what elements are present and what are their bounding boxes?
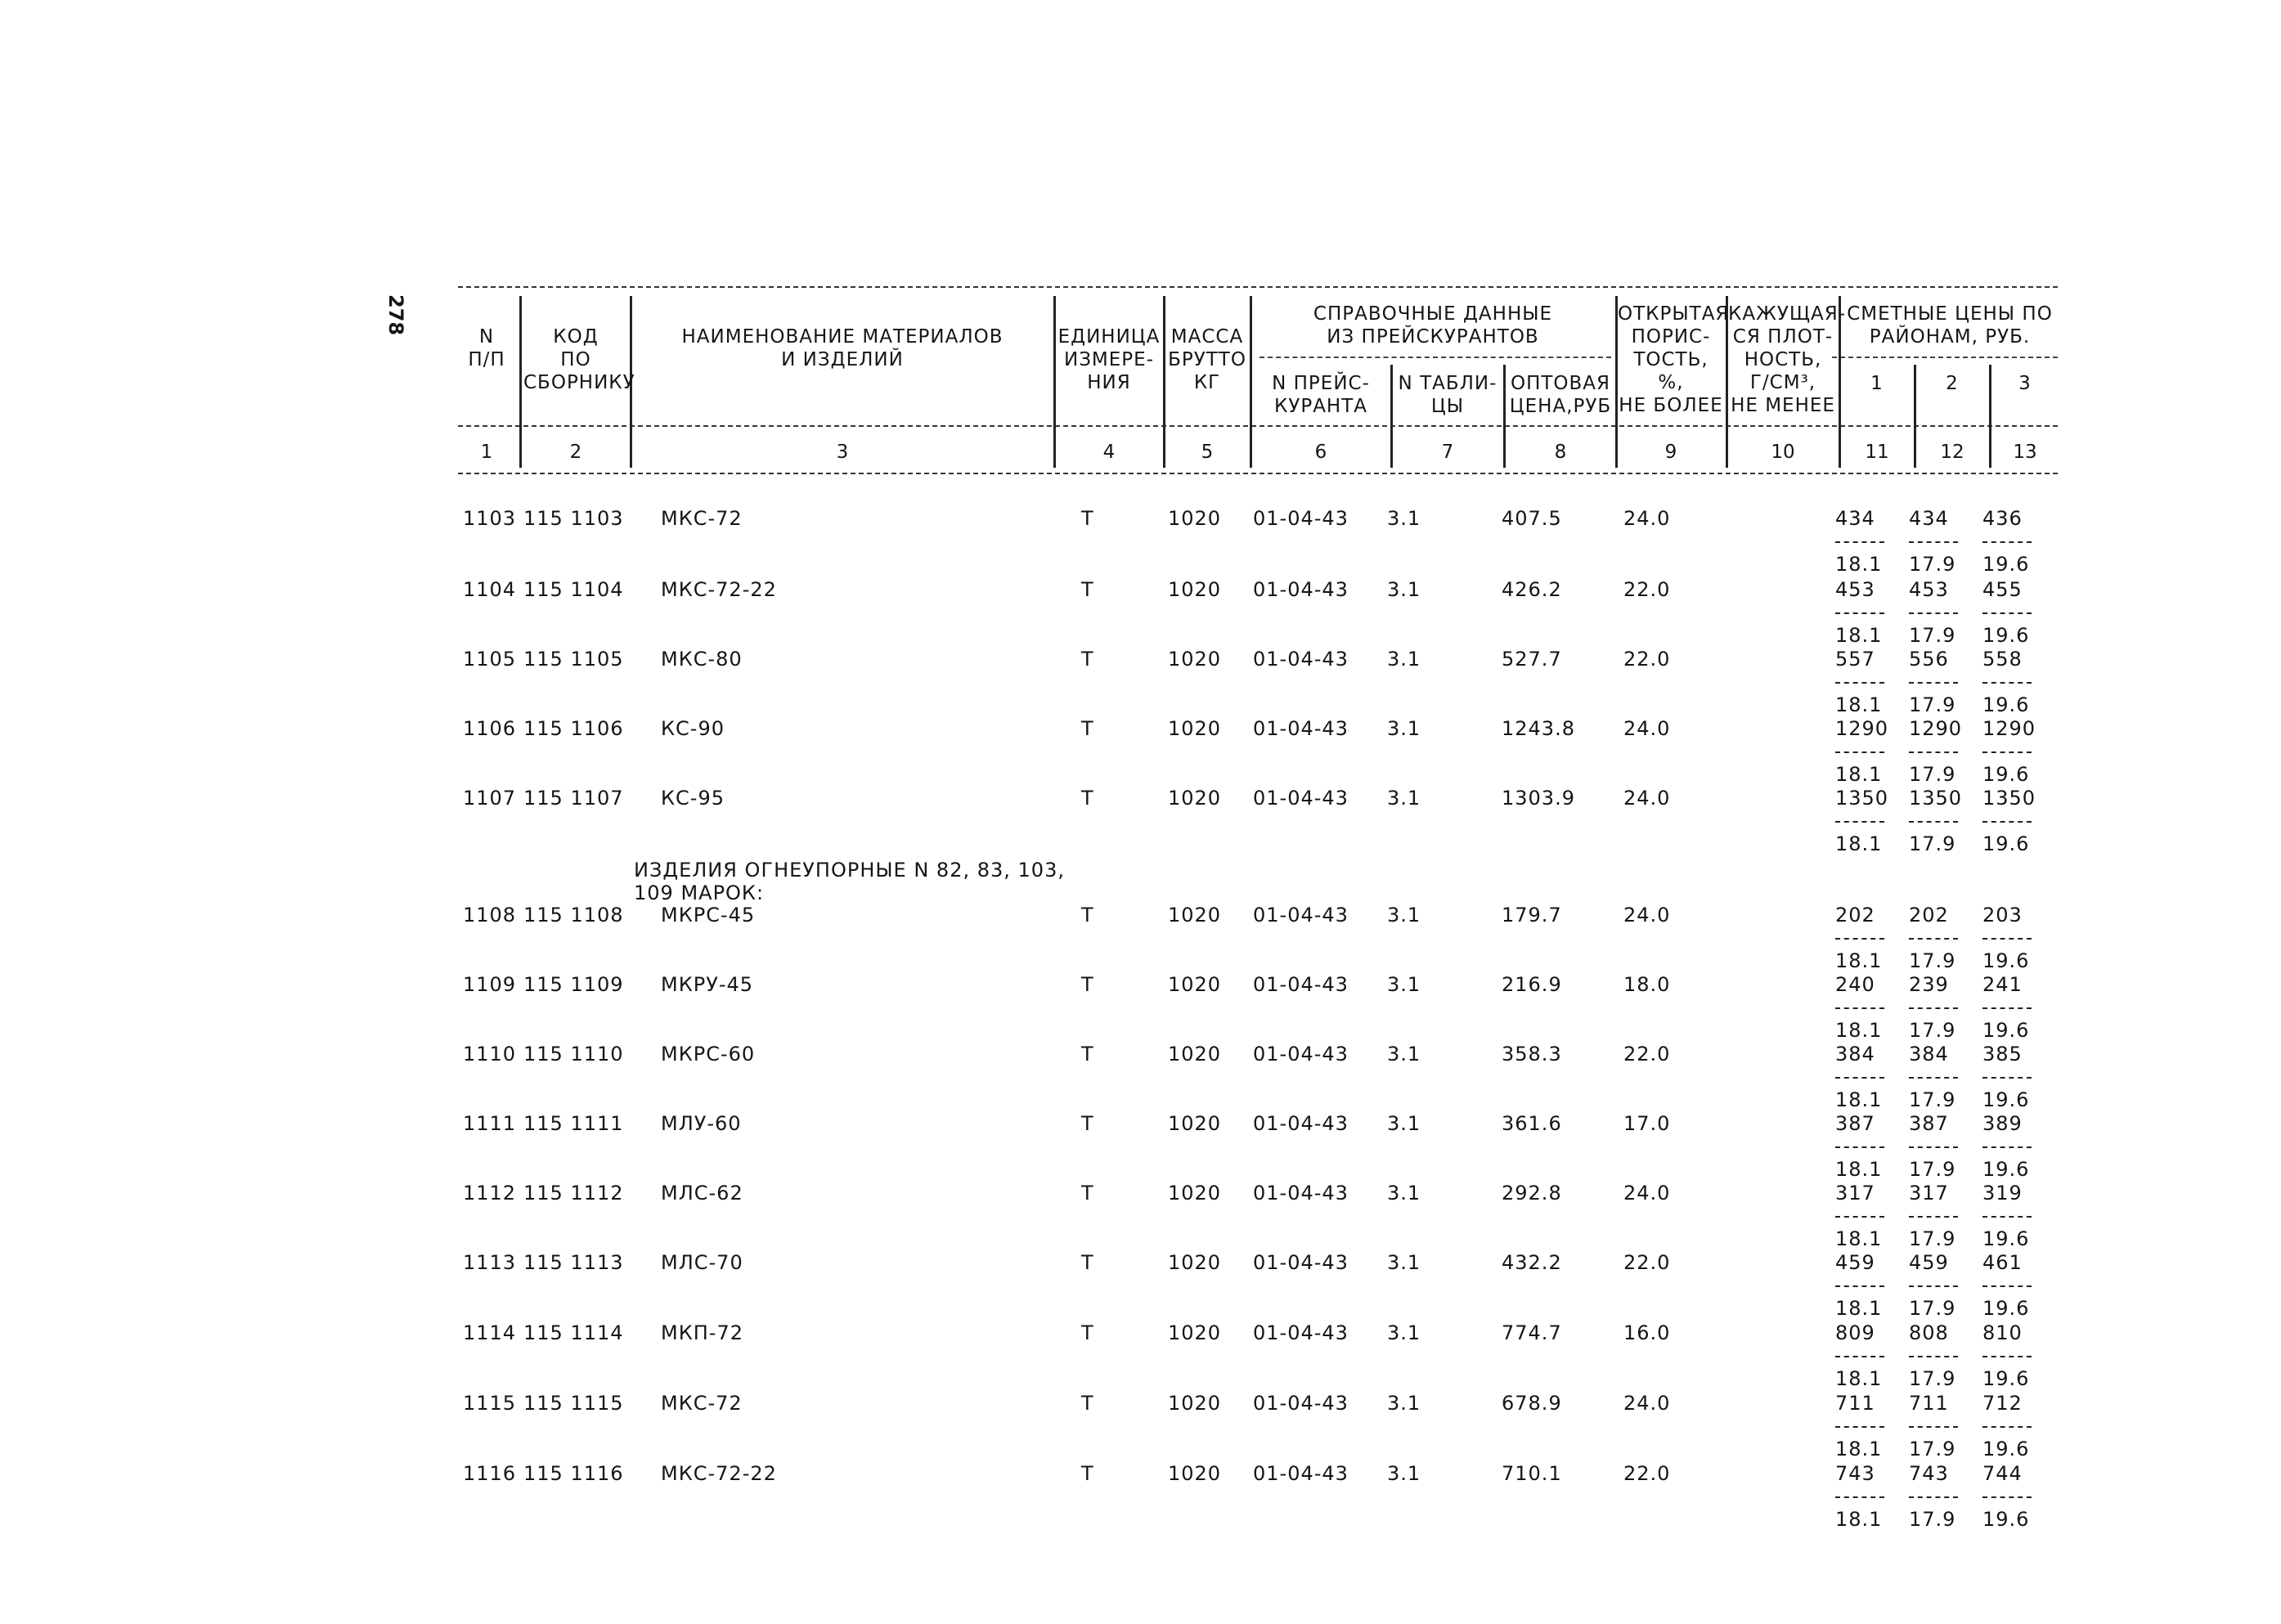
fraction-line (1982, 1426, 2032, 1428)
row-price-region-2: 239 (1909, 973, 1949, 996)
row-coef-region-1: 18.1 (1835, 1019, 1883, 1042)
row-wholesale: 774.7 (1502, 1321, 1562, 1344)
row-name: МКРУ-45 (661, 973, 754, 996)
row-porosity: 22.0 (1623, 1043, 1671, 1065)
row-price-region-3: 319 (1982, 1182, 2023, 1205)
row-price-region-1: 743 (1835, 1462, 1875, 1485)
header-mass: МАССА БРУТТО КГ (1168, 326, 1246, 393)
row-wholesale: 216.9 (1502, 973, 1562, 996)
row-price-list: 01-04-43 (1253, 1251, 1349, 1274)
colnum-4: 4 (1102, 442, 1116, 463)
row-price-region-2: 317 (1909, 1182, 1949, 1205)
fraction-line (1982, 541, 2032, 543)
row-price-region-2: 434 (1909, 507, 1949, 530)
row-n: 1103 (463, 507, 517, 530)
header-bottom-rule (458, 425, 2058, 427)
row-name: МКП-72 (661, 1321, 743, 1344)
row-coef-region-1: 18.1 (1835, 1297, 1883, 1320)
row-coef-region-3: 19.6 (1982, 763, 2030, 786)
fraction-line (1909, 1146, 1958, 1148)
row-unit: Т (1081, 973, 1094, 996)
row-price-list: 01-04-43 (1253, 787, 1349, 810)
row-code: 115 1104 (523, 578, 624, 601)
header-region-1: 1 (1870, 373, 1884, 394)
row-coef-region-3: 19.6 (1982, 553, 2030, 576)
row-price-region-2: 384 (1909, 1043, 1949, 1065)
fraction-line (1835, 1496, 1884, 1498)
fraction-line (1835, 751, 1884, 753)
row-price-region-3: 455 (1982, 578, 2023, 601)
colnum-2: 2 (569, 442, 582, 463)
row-price-region-3: 385 (1982, 1043, 2023, 1065)
row-porosity: 22.0 (1623, 578, 1671, 601)
row-price-region-1: 557 (1835, 648, 1875, 671)
row-wholesale: 432.2 (1502, 1251, 1562, 1274)
row-coef-region-1: 18.1 (1835, 832, 1883, 855)
fraction-line (1909, 938, 1958, 940)
row-mass: 1020 (1168, 578, 1222, 601)
fraction-line (1982, 751, 2032, 753)
row-code: 115 1105 (523, 648, 624, 671)
row-table: 3.1 (1387, 1251, 1421, 1274)
row-price-region-3: 436 (1982, 507, 2023, 530)
row-coef-region-2: 17.9 (1909, 1088, 1956, 1111)
row-wholesale: 710.1 (1502, 1462, 1562, 1485)
row-price-region-3: 461 (1982, 1251, 2023, 1274)
row-table: 3.1 (1387, 973, 1421, 996)
row-coef-region-1: 18.1 (1835, 693, 1883, 716)
row-price-region-1: 317 (1835, 1182, 1875, 1205)
row-price-region-2: 202 (1909, 904, 1949, 926)
header-price-list: N ПРЕЙС- КУРАНТА (1272, 373, 1370, 417)
row-price-region-3: 810 (1982, 1321, 2023, 1344)
row-name: МКРС-45 (661, 904, 756, 926)
fraction-line (1835, 1077, 1884, 1079)
row-name: МКРС-60 (661, 1043, 756, 1065)
header-porosity: ОТКРЫТАЯ ПОРИС- ТОСТЬ, %, НЕ БОЛЕЕ (1618, 303, 1730, 416)
row-n: 1116 (463, 1462, 517, 1485)
row-coef-region-3: 19.6 (1982, 1019, 2030, 1042)
row-n: 1110 (463, 1043, 517, 1065)
fraction-line (1909, 821, 1958, 823)
row-porosity: 22.0 (1623, 1251, 1671, 1274)
fraction-line (1909, 1426, 1958, 1428)
header-region-3: 3 (2018, 373, 2032, 394)
fraction-line (1909, 1216, 1958, 1218)
column-numbers-rule (458, 473, 2058, 474)
row-code: 115 1116 (523, 1462, 624, 1485)
row-porosity: 24.0 (1623, 787, 1671, 810)
header-top-rule (458, 286, 2058, 288)
row-name: МКС-72-22 (661, 578, 777, 601)
header-code: КОД ПО СБОРНИКУ (523, 326, 635, 393)
row-porosity: 24.0 (1623, 717, 1671, 740)
row-price-region-3: 712 (1982, 1392, 2023, 1415)
row-mass: 1020 (1168, 507, 1222, 530)
colnum-1: 1 (480, 442, 493, 463)
prices-group-rule (1832, 357, 2058, 358)
row-unit: Т (1081, 507, 1094, 530)
row-unit: Т (1081, 578, 1094, 601)
row-price-region-1: 1350 (1835, 787, 1889, 810)
row-price-list: 01-04-43 (1253, 973, 1349, 996)
colnum-5: 5 (1201, 442, 1214, 463)
row-n: 1112 (463, 1182, 517, 1205)
row-code: 115 1114 (523, 1321, 624, 1344)
row-mass: 1020 (1168, 787, 1222, 810)
row-coef-region-2: 17.9 (1909, 763, 1956, 786)
row-n: 1113 (463, 1251, 517, 1274)
row-price-region-1: 809 (1835, 1321, 1875, 1344)
row-wholesale: 1243.8 (1502, 717, 1575, 740)
row-coef-region-1: 18.1 (1835, 1367, 1883, 1390)
row-n: 1111 (463, 1112, 517, 1135)
row-price-region-3: 241 (1982, 973, 2023, 996)
fraction-line (1835, 938, 1884, 940)
fraction-line (1909, 1356, 1958, 1357)
row-n: 1114 (463, 1321, 517, 1344)
row-mass: 1020 (1168, 1043, 1222, 1065)
row-mass: 1020 (1168, 1462, 1222, 1485)
row-unit: Т (1081, 1321, 1094, 1344)
row-unit: Т (1081, 1251, 1094, 1274)
row-coef-region-1: 18.1 (1835, 1508, 1883, 1531)
fraction-line (1982, 1077, 2032, 1079)
ref-group-rule (1259, 357, 1611, 358)
row-coef-region-3: 19.6 (1982, 832, 2030, 855)
row-porosity: 24.0 (1623, 1392, 1671, 1415)
row-mass: 1020 (1168, 904, 1222, 926)
fraction-line (1982, 1496, 2032, 1498)
colnum-11: 11 (1865, 442, 1889, 463)
row-price-list: 01-04-43 (1253, 1043, 1349, 1065)
header-unit: ЕДИНИЦА ИЗМЕРЕ- НИЯ (1057, 326, 1161, 393)
row-code: 115 1115 (523, 1392, 624, 1415)
header-wholesale: ОПТОВАЯ ЦЕНА,РУБ (1509, 373, 1612, 417)
row-price-region-1: 1290 (1835, 717, 1889, 740)
fraction-line (1982, 682, 2032, 684)
row-price-region-2: 556 (1909, 648, 1949, 671)
row-price-region-1: 434 (1835, 507, 1875, 530)
row-coef-region-3: 19.6 (1982, 1158, 2030, 1181)
header-ref-group: СПРАВОЧНЫЕ ДАННЫЕ ИЗ ПРЕЙСКУРАНТОВ (1313, 303, 1553, 348)
row-code: 115 1113 (523, 1251, 624, 1274)
row-coef-region-2: 17.9 (1909, 1297, 1956, 1320)
fraction-line (1835, 1216, 1884, 1218)
row-price-region-3: 1350 (1982, 787, 2036, 810)
row-price-list: 01-04-43 (1253, 1321, 1349, 1344)
row-coef-region-2: 17.9 (1909, 553, 1956, 576)
row-coef-region-2: 17.9 (1909, 832, 1956, 855)
row-table: 3.1 (1387, 648, 1421, 671)
row-mass: 1020 (1168, 1182, 1222, 1205)
row-n: 1109 (463, 973, 517, 996)
row-coef-region-3: 19.6 (1982, 1508, 2030, 1531)
fraction-line (1909, 1077, 1958, 1079)
row-table: 3.1 (1387, 1043, 1421, 1065)
fraction-line (1835, 1356, 1884, 1357)
row-coef-region-2: 17.9 (1909, 1158, 1956, 1181)
row-porosity: 24.0 (1623, 1182, 1671, 1205)
row-price-list: 01-04-43 (1253, 1112, 1349, 1135)
row-name: МКС-72 (661, 1392, 743, 1415)
row-wholesale: 678.9 (1502, 1392, 1562, 1415)
row-price-region-1: 711 (1835, 1392, 1875, 1415)
row-price-list: 01-04-43 (1253, 717, 1349, 740)
row-code: 115 1103 (523, 507, 624, 530)
row-coef-region-1: 18.1 (1835, 763, 1883, 786)
row-n: 1106 (463, 717, 517, 740)
fraction-line (1835, 1426, 1884, 1428)
row-mass: 1020 (1168, 1392, 1222, 1415)
row-table: 3.1 (1387, 1462, 1421, 1485)
row-porosity: 16.0 (1623, 1321, 1671, 1344)
row-price-region-3: 1290 (1982, 717, 2036, 740)
header-table: N ТАБЛИ- ЦЫ (1398, 373, 1497, 417)
row-porosity: 22.0 (1623, 1462, 1671, 1485)
row-price-region-2: 808 (1909, 1321, 1949, 1344)
row-coef-region-1: 18.1 (1835, 949, 1883, 972)
row-price-region-2: 1290 (1909, 717, 1963, 740)
row-unit: Т (1081, 1182, 1094, 1205)
row-price-list: 01-04-43 (1253, 1182, 1349, 1205)
row-coef-region-3: 19.6 (1982, 1088, 2030, 1111)
fraction-line (1982, 1146, 2032, 1148)
row-coef-region-3: 19.6 (1982, 693, 2030, 716)
row-unit: Т (1081, 1043, 1094, 1065)
row-code: 115 1112 (523, 1182, 624, 1205)
row-wholesale: 407.5 (1502, 507, 1562, 530)
row-table: 3.1 (1387, 904, 1421, 926)
fraction-line (1909, 682, 1958, 684)
row-code: 115 1111 (523, 1112, 624, 1135)
row-price-region-2: 387 (1909, 1112, 1949, 1135)
row-coef-region-3: 19.6 (1982, 624, 2030, 647)
row-price-list: 01-04-43 (1253, 648, 1349, 671)
row-n: 1105 (463, 648, 517, 671)
row-table: 3.1 (1387, 717, 1421, 740)
header-name: НАИМЕНОВАНИЕ МАТЕРИАЛОВ И ИЗДЕЛИЙ (681, 326, 1004, 370)
row-mass: 1020 (1168, 648, 1222, 671)
fraction-line (1982, 821, 2032, 823)
row-coef-region-2: 17.9 (1909, 1367, 1956, 1390)
colnum-7: 7 (1441, 442, 1454, 463)
row-n: 1104 (463, 578, 517, 601)
row-name: КС-90 (661, 717, 725, 740)
row-table: 3.1 (1387, 507, 1421, 530)
row-table: 3.1 (1387, 1392, 1421, 1415)
row-wholesale: 1303.9 (1502, 787, 1575, 810)
header-prices-group: СМЕТНЫЕ ЦЕНЫ ПО РАЙОНАМ, РУБ. (1847, 303, 2053, 348)
row-name: МКС-72-22 (661, 1462, 777, 1485)
row-price-list: 01-04-43 (1253, 1462, 1349, 1485)
row-price-region-3: 744 (1982, 1462, 2023, 1485)
row-price-region-2: 1350 (1909, 787, 1963, 810)
fraction-line (1835, 541, 1884, 543)
row-price-region-1: 240 (1835, 973, 1875, 996)
fraction-line (1982, 1216, 2032, 1218)
row-coef-region-3: 19.6 (1982, 949, 2030, 972)
row-price-region-2: 453 (1909, 578, 1949, 601)
row-coef-region-1: 18.1 (1835, 1158, 1883, 1181)
row-mass: 1020 (1168, 1321, 1222, 1344)
row-wholesale: 292.8 (1502, 1182, 1562, 1205)
colnum-3: 3 (836, 442, 849, 463)
row-code: 115 1107 (523, 787, 624, 810)
row-price-region-3: 203 (1982, 904, 2023, 926)
row-porosity: 18.0 (1623, 973, 1671, 996)
fraction-line (1982, 938, 2032, 940)
fraction-line (1909, 1285, 1958, 1287)
fraction-line (1835, 821, 1884, 823)
row-porosity: 24.0 (1623, 904, 1671, 926)
colnum-10: 10 (1771, 442, 1795, 463)
row-n: 1107 (463, 787, 517, 810)
row-price-region-3: 389 (1982, 1112, 2023, 1135)
row-porosity: 22.0 (1623, 648, 1671, 671)
row-code: 115 1106 (523, 717, 624, 740)
colnum-12: 12 (1940, 442, 1964, 463)
fraction-line (1909, 541, 1958, 543)
row-code: 115 1110 (523, 1043, 624, 1065)
colnum-6: 6 (1314, 442, 1327, 463)
fraction-line (1909, 751, 1958, 753)
row-coef-region-2: 17.9 (1909, 1227, 1956, 1250)
row-coef-region-3: 19.6 (1982, 1297, 2030, 1320)
row-name: МЛУ-60 (661, 1112, 742, 1135)
row-coef-region-1: 18.1 (1835, 624, 1883, 647)
row-price-region-1: 459 (1835, 1251, 1875, 1274)
row-coef-region-1: 18.1 (1835, 1227, 1883, 1250)
row-coef-region-1: 18.1 (1835, 1438, 1883, 1460)
row-code: 115 1108 (523, 904, 624, 926)
row-porosity: 24.0 (1623, 507, 1671, 530)
fraction-line (1909, 1007, 1958, 1009)
row-price-list: 01-04-43 (1253, 507, 1349, 530)
row-name: МКС-72 (661, 507, 743, 530)
row-n: 1115 (463, 1392, 517, 1415)
header-n: N П/П (468, 326, 505, 370)
row-price-region-1: 202 (1835, 904, 1875, 926)
fraction-line (1909, 1496, 1958, 1498)
row-wholesale: 361.6 (1502, 1112, 1562, 1135)
row-price-list: 01-04-43 (1253, 578, 1349, 601)
colnum-13: 13 (2013, 442, 2037, 463)
row-price-region-2: 459 (1909, 1251, 1949, 1274)
row-table: 3.1 (1387, 578, 1421, 601)
row-price-region-2: 711 (1909, 1392, 1949, 1415)
row-unit: Т (1081, 904, 1094, 926)
row-mass: 1020 (1168, 1112, 1222, 1135)
row-n: 1108 (463, 904, 517, 926)
fraction-line (1909, 612, 1958, 614)
row-unit: Т (1081, 1112, 1094, 1135)
fraction-line (1835, 612, 1884, 614)
row-wholesale: 527.7 (1502, 648, 1562, 671)
fraction-line (1835, 1285, 1884, 1287)
fraction-line (1982, 612, 2032, 614)
row-price-list: 01-04-43 (1253, 1392, 1349, 1415)
row-price-region-1: 384 (1835, 1043, 1875, 1065)
row-unit: Т (1081, 1392, 1094, 1415)
header-density: КАЖУЩАЯ- СЯ ПЛОТ- НОСТЬ, Г/СМ³, НЕ МЕНЕЕ (1728, 303, 1847, 416)
row-wholesale: 179.7 (1502, 904, 1562, 926)
row-coef-region-3: 19.6 (1982, 1227, 2030, 1250)
row-name: КС-95 (661, 787, 725, 810)
row-price-region-2: 743 (1909, 1462, 1949, 1485)
page-number: 278 (384, 294, 407, 336)
row-unit: Т (1081, 648, 1094, 671)
row-mass: 1020 (1168, 1251, 1222, 1274)
fraction-line (1835, 1146, 1884, 1148)
row-coef-region-1: 18.1 (1835, 553, 1883, 576)
row-price-region-1: 387 (1835, 1112, 1875, 1135)
row-coef-region-1: 18.1 (1835, 1088, 1883, 1111)
row-price-region-3: 558 (1982, 648, 2023, 671)
row-name: МЛС-62 (661, 1182, 743, 1205)
row-name: МКС-80 (661, 648, 743, 671)
row-coef-region-2: 17.9 (1909, 624, 1956, 647)
fraction-line (1835, 682, 1884, 684)
row-mass: 1020 (1168, 973, 1222, 996)
row-unit: Т (1081, 1462, 1094, 1485)
row-coef-region-2: 17.9 (1909, 1019, 1956, 1042)
row-coef-region-2: 17.9 (1909, 1438, 1956, 1460)
row-coef-region-2: 17.9 (1909, 693, 1956, 716)
row-wholesale: 358.3 (1502, 1043, 1562, 1065)
fraction-line (1835, 1007, 1884, 1009)
colnum-9: 9 (1664, 442, 1677, 463)
row-name: МЛС-70 (661, 1251, 743, 1274)
row-table: 3.1 (1387, 1321, 1421, 1344)
row-coef-region-3: 19.6 (1982, 1438, 2030, 1460)
section-title: ИЗДЕЛИЯ ОГНЕУПОРНЫЕ N 82, 83, 103, 109 МАРОК: (634, 859, 1065, 904)
row-unit: Т (1081, 717, 1094, 740)
row-price-list: 01-04-43 (1253, 904, 1349, 926)
fraction-line (1982, 1007, 2032, 1009)
colnum-8: 8 (1554, 442, 1567, 463)
header-region-2: 2 (1946, 373, 1959, 394)
row-mass: 1020 (1168, 717, 1222, 740)
row-coef-region-2: 17.9 (1909, 1508, 1956, 1531)
row-price-region-1: 453 (1835, 578, 1875, 601)
row-table: 3.1 (1387, 787, 1421, 810)
row-coef-region-2: 17.9 (1909, 949, 1956, 972)
row-coef-region-3: 19.6 (1982, 1367, 2030, 1390)
row-table: 3.1 (1387, 1112, 1421, 1135)
fraction-line (1982, 1285, 2032, 1287)
row-table: 3.1 (1387, 1182, 1421, 1205)
row-unit: Т (1081, 787, 1094, 810)
row-wholesale: 426.2 (1502, 578, 1562, 601)
row-code: 115 1109 (523, 973, 624, 996)
fraction-line (1982, 1356, 2032, 1357)
row-porosity: 17.0 (1623, 1112, 1671, 1135)
